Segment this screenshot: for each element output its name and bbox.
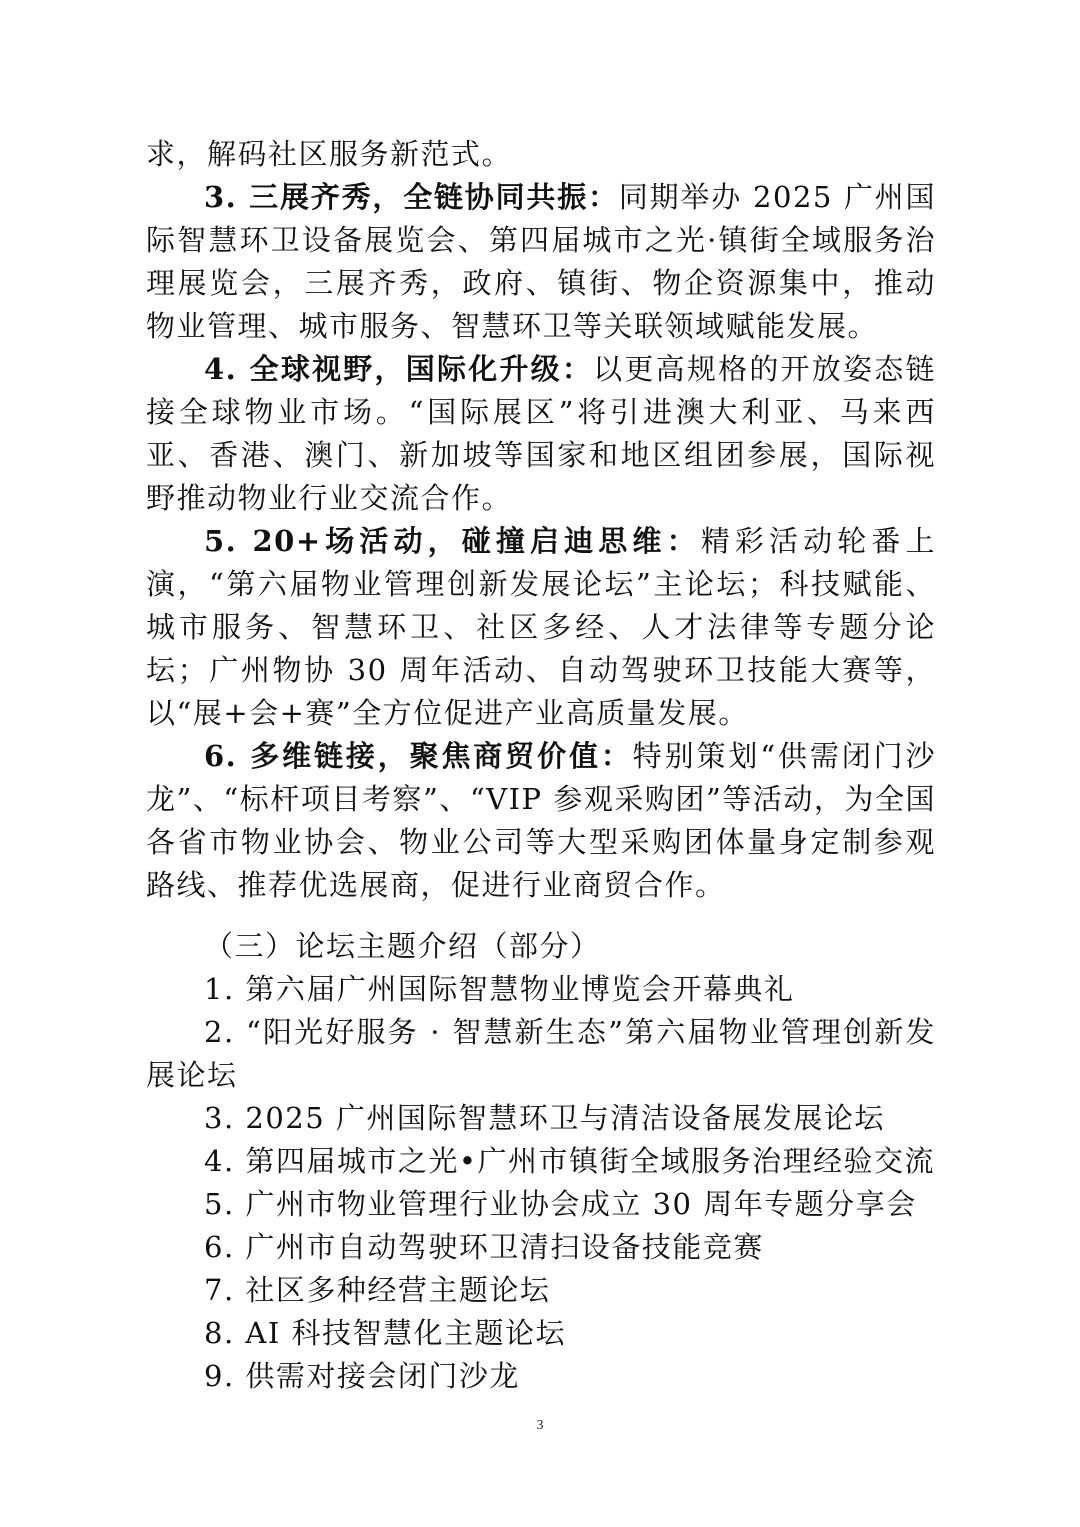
forum-topic-6: 6. 广州市自动驾驶环卫清扫设备技能竞赛 — [204, 1230, 764, 1264]
feature-item-3-text: 同期举办 2025 广州国际智慧环卫设备展览会、第四届城市之光·镇街全域服务治理展览会，三展齐秀，政府、镇街、物企资源集中，推动物业管理、城市服务、智慧环卫等关联领域赋能发展。 — [146, 180, 936, 343]
feature-item-3-colon: ： — [588, 180, 619, 214]
page-number: 3 — [536, 1418, 544, 1433]
feature-item-5-lead: 5. 20+场活动，碰撞启迪思维 — [204, 524, 667, 558]
body-text — [146, 133, 936, 907]
forum-topic-8: 8. AI 科技智慧化主题论坛 — [204, 1316, 567, 1350]
forum-topic-3: 3. 2025 广州国际智慧环卫与清洁设备展发展论坛 — [204, 1101, 885, 1135]
intro-tail: 求，解码社区服务新范式。 — [146, 137, 513, 171]
feature-item-6-text: 特别策划“供需闭门沙龙”、“标杆项目考察”、“VIP 参观采购团”等活动，为全国各省市物业协会、物业公司等大型采购团体量身定制参观路线、推荐优选展商，促进行业商贸合作。 — [146, 739, 936, 902]
feature-item-3-lead: 3. 三展齐秀，全链协同共振 — [204, 180, 589, 214]
forum-section-heading: （三）论坛主题介绍（部分） — [204, 929, 601, 963]
forum-topic-5: 5. 广州市物业管理行业协会成立 30 周年专题分享会 — [204, 1187, 917, 1221]
feature-item-3 — [146, 176, 936, 348]
forum-section — [146, 925, 936, 1398]
feature-item-4-text: 以更高规格的开放姿态链接全球物业市场。“国际展区”将引进澳大利亚、马来西亚、香港、澳门、新加坡等国家和地区组团参展，国际视野推动物业行业交流合作。 — [146, 352, 936, 515]
forum-topic-9: 9. 供需对接会闭门沙龙 — [204, 1359, 520, 1393]
feature-item-4-lead: 4. 全球视野，国际化升级 — [204, 352, 562, 386]
forum-topic-7: 7. 社区多种经营主题论坛 — [204, 1273, 551, 1307]
feature-item-5-text: 精彩活动轮番上演，“第六届物业管理创新发展论坛”主论坛；科技赋能、城市服务、智慧环卫、社区多经、人才法律等专题分论坛；广州物协 30 周年活动、自动驾驶环卫技能大赛等，以“展+会+赛”全方位促进产业高质量发展。 — [146, 524, 936, 730]
forum-topic-4: 4. 第四届城市之光•广州市镇街全域服务治理经验交流 — [204, 1144, 935, 1178]
feature-item-4-colon: ： — [561, 352, 594, 386]
feature-item-6-lead: 6. 多维链接，聚焦商贸价值 — [204, 739, 601, 773]
feature-item-4 — [146, 348, 936, 520]
forum-topic-1: 1. 第六届广州国际智慧物业博览会开幕典礼 — [204, 972, 795, 1006]
feature-item-6 — [146, 735, 936, 907]
feature-item-6-colon: ： — [600, 739, 633, 773]
feature-item-5-colon: ： — [666, 524, 701, 558]
forum-topic-2: 2. “阳光好服务 · 智慧新生态”第六届物业管理创新发展论坛 — [146, 1015, 936, 1092]
feature-item-5 — [146, 520, 936, 735]
